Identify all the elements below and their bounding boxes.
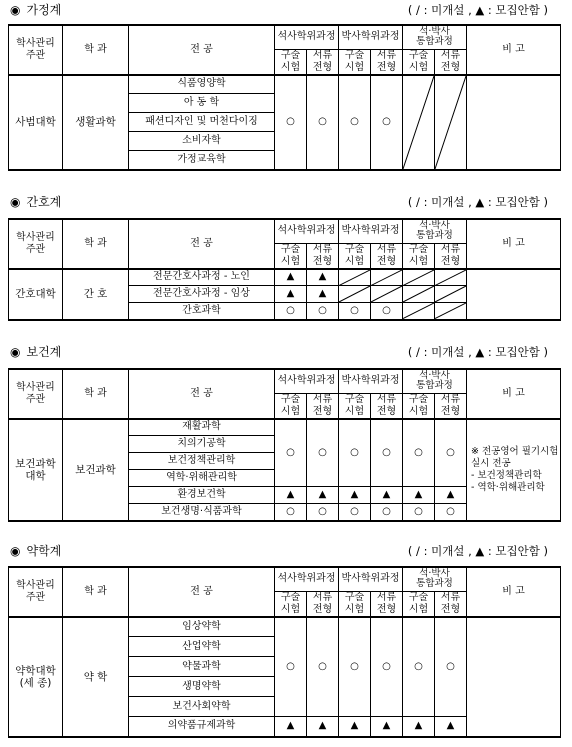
header-dept: 학 과: [63, 25, 129, 75]
status-cell: ○: [403, 504, 435, 521]
major-cell: 역학·위해관리학: [129, 470, 275, 487]
header-doc: 서류 전형: [435, 243, 467, 269]
status-cell: ○: [307, 617, 339, 717]
status-cell: ▲: [307, 487, 339, 504]
status-cell: ▲: [307, 286, 339, 303]
header-doc: 서류 전형: [371, 243, 403, 269]
status-cell: ○: [435, 617, 467, 717]
header-major: 전 공: [129, 219, 275, 269]
status-cell: ○: [371, 617, 403, 717]
header-integrated: 석·박사 통합과정: [403, 219, 467, 243]
remark-cell: [467, 75, 561, 170]
major-cell: 소비자학: [129, 132, 275, 151]
header-remark: 비 고: [467, 369, 561, 419]
status-cell: ○: [339, 617, 371, 717]
org-cell: 사범대학: [9, 75, 63, 170]
header-integrated: 석·박사 통합과정: [403, 25, 467, 49]
status-cell: ▲: [275, 286, 307, 303]
major-cell: 보건정책관리학: [129, 453, 275, 470]
header-dept: 학 과: [63, 567, 129, 617]
header-org: 학사관리 주관: [9, 369, 63, 419]
header-doc: 서류 전형: [435, 49, 467, 75]
status-cell: ▲: [339, 717, 371, 737]
status-cell: ○: [275, 75, 307, 170]
remark-cell: ※ 전공영어 필기시험 실시 전공 - 보건정책관리학 - 역학·위해관리학: [467, 419, 561, 521]
section-title: ◉ 간호계: [10, 195, 62, 209]
major-cell: 약물과학: [129, 657, 275, 677]
not-offered-cell: [339, 269, 371, 286]
header-remark: 비 고: [467, 567, 561, 617]
status-cell: ○: [403, 419, 435, 487]
not-offered-cell: [403, 269, 435, 286]
status-cell: ▲: [435, 487, 467, 504]
status-cell: ○: [307, 419, 339, 487]
header-oral: 구술 시험: [339, 393, 371, 419]
legend: ( / : 미개설 , ▲ : 모집안함 ): [407, 544, 548, 558]
major-cell: 가정교육학: [129, 151, 275, 170]
header-oral: 구술 시험: [403, 49, 435, 75]
header-doc: 서류 전형: [307, 591, 339, 617]
dept-cell: 보건과학: [63, 419, 129, 521]
header-doc: 서류 전형: [307, 243, 339, 269]
header-master: 석사학위과정: [275, 25, 339, 49]
not-offered-cell: [435, 286, 467, 303]
major-cell: 치의기공학: [129, 436, 275, 453]
remark-cell: [467, 269, 561, 320]
status-cell: ○: [403, 617, 435, 717]
status-cell: ○: [275, 617, 307, 717]
header-oral: 구술 시험: [275, 49, 307, 75]
status-cell: ▲: [307, 269, 339, 286]
not-offered-cell: [403, 286, 435, 303]
major-cell: 간호과학: [129, 303, 275, 320]
header-doc: 서류 전형: [435, 393, 467, 419]
status-cell: ▲: [403, 487, 435, 504]
status-cell: ▲: [435, 717, 467, 737]
status-cell: ▲: [275, 717, 307, 737]
header-doctor: 박사학위과정: [339, 567, 403, 591]
major-cell: 전문간호사과정 - 노인: [129, 269, 275, 286]
table-health: [8, 368, 561, 522]
header-major: 전 공: [129, 567, 275, 617]
not-offered-cell: [435, 303, 467, 320]
not-offered-cell: [371, 286, 403, 303]
table-home-economics: [8, 24, 561, 171]
header-doctor: 박사학위과정: [339, 369, 403, 393]
not-offered-cell: [403, 75, 435, 170]
status-cell: ○: [339, 419, 371, 487]
bullet-icon: ◉: [10, 195, 21, 209]
header-org: 학사관리 주관: [9, 25, 63, 75]
header-oral: 구술 시험: [339, 49, 371, 75]
status-cell: ▲: [275, 487, 307, 504]
not-offered-cell: [435, 75, 467, 170]
major-cell: 환경보건학: [129, 487, 275, 504]
header-master: 석사학위과정: [275, 369, 339, 393]
not-offered-cell: [339, 286, 371, 303]
status-cell: ○: [339, 75, 371, 170]
header-oral: 구술 시험: [275, 393, 307, 419]
header-oral: 구술 시험: [403, 591, 435, 617]
dept-cell: 생활과학: [63, 75, 129, 170]
major-cell: 전문간호사과정 - 임상: [129, 286, 275, 303]
major-cell: 산업약학: [129, 637, 275, 657]
org-cell: 간호대학: [9, 269, 63, 320]
bullet-icon: ◉: [10, 345, 21, 359]
status-cell: ○: [339, 504, 371, 521]
header-org: 학사관리 주관: [9, 567, 63, 617]
header-integrated: 석·박사 통합과정: [403, 369, 467, 393]
header-major: 전 공: [129, 25, 275, 75]
status-cell: ▲: [275, 269, 307, 286]
status-cell: ○: [435, 419, 467, 487]
major-cell: 의약품규제과학: [129, 717, 275, 737]
not-offered-cell: [403, 303, 435, 320]
section-title: ◉ 보건계: [10, 345, 62, 359]
org-cell: 약학대학 (세 종): [9, 617, 63, 737]
dept-cell: 간 호: [63, 269, 129, 320]
major-cell: 재활과학: [129, 419, 275, 436]
section-title: ◉ 가정계: [10, 3, 62, 17]
header-doc: 서류 전형: [435, 591, 467, 617]
status-cell: ○: [307, 303, 339, 320]
status-cell: ▲: [403, 717, 435, 737]
table-nursing: [8, 218, 561, 321]
header-doc: 서류 전형: [371, 591, 403, 617]
status-cell: ▲: [371, 487, 403, 504]
header-doctor: 박사학위과정: [339, 219, 403, 243]
header-oral: 구술 시험: [275, 243, 307, 269]
header-integrated: 석·박사 통합과정: [403, 567, 467, 591]
header-oral: 구술 시험: [403, 243, 435, 269]
legend: ( / : 미개설 , ▲ : 모집안함 ): [407, 195, 548, 209]
status-cell: ○: [339, 303, 371, 320]
header-remark: 비 고: [467, 219, 561, 269]
table-pharmacy: [8, 566, 561, 738]
header-master: 석사학위과정: [275, 219, 339, 243]
legend: ( / : 미개설 , ▲ : 모집안함 ): [407, 3, 548, 17]
header-doctor: 박사학위과정: [339, 25, 403, 49]
header-oral: 구술 시험: [339, 243, 371, 269]
not-offered-cell: [435, 269, 467, 286]
status-cell: ○: [371, 75, 403, 170]
legend: ( / : 미개설 , ▲ : 모집안함 ): [407, 345, 548, 359]
major-cell: 아 동 학: [129, 94, 275, 113]
status-cell: ▲: [307, 717, 339, 737]
major-cell: 보건사회약학: [129, 697, 275, 717]
header-dept: 학 과: [63, 219, 129, 269]
header-oral: 구술 시험: [275, 591, 307, 617]
bullet-icon: ◉: [10, 544, 21, 558]
header-doc: 서류 전형: [307, 49, 339, 75]
status-cell: ○: [371, 419, 403, 487]
header-master: 석사학위과정: [275, 567, 339, 591]
status-cell: ▲: [339, 487, 371, 504]
major-cell: 생명약학: [129, 677, 275, 697]
major-cell: 임상약학: [129, 617, 275, 637]
header-oral: 구술 시험: [339, 591, 371, 617]
dept-cell: 약 학: [63, 617, 129, 737]
header-org: 학사관리 주관: [9, 219, 63, 269]
org-cell: 보건과학 대학: [9, 419, 63, 521]
header-doc: 서류 전형: [307, 393, 339, 419]
remark-cell: [467, 617, 561, 737]
status-cell: ○: [371, 303, 403, 320]
status-cell: ○: [435, 504, 467, 521]
header-doc: 서류 전형: [371, 393, 403, 419]
status-cell: ○: [307, 504, 339, 521]
status-cell: ▲: [371, 717, 403, 737]
major-cell: 패션디자인 및 머천다이징: [129, 113, 275, 132]
header-doc: 서류 전형: [371, 49, 403, 75]
header-remark: 비 고: [467, 25, 561, 75]
status-cell: ○: [275, 419, 307, 487]
status-cell: ○: [371, 504, 403, 521]
status-cell: ○: [307, 75, 339, 170]
status-cell: ○: [275, 504, 307, 521]
status-cell: ○: [275, 303, 307, 320]
header-dept: 학 과: [63, 369, 129, 419]
major-cell: 보건생명·식품과학: [129, 504, 275, 521]
bullet-icon: ◉: [10, 3, 21, 17]
major-cell: 식품영양학: [129, 75, 275, 94]
header-oral: 구술 시험: [403, 393, 435, 419]
section-title: ◉ 약학계: [10, 544, 62, 558]
header-major: 전 공: [129, 369, 275, 419]
not-offered-cell: [371, 269, 403, 286]
